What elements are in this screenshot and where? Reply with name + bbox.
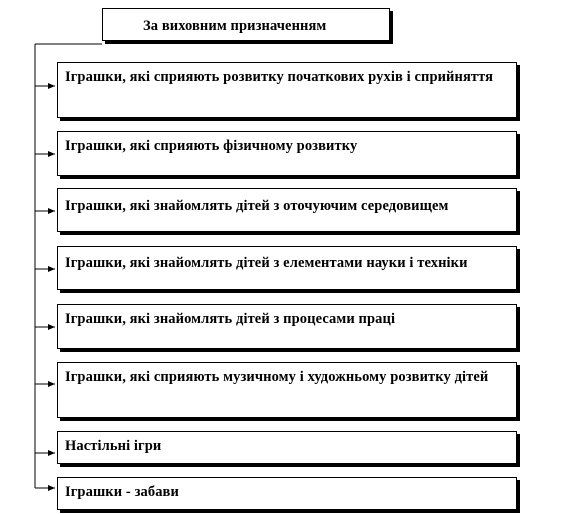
category-label-7: Настільні ігри bbox=[65, 438, 162, 454]
header-box bbox=[102, 8, 390, 41]
category-box-5 bbox=[57, 304, 517, 349]
category-label-8: Іграшки - забави bbox=[65, 484, 179, 500]
category-label-6: Іграшки, які сприяють музичному і художньому розвитку дітей bbox=[65, 369, 489, 385]
category-label-2: Іграшки, які сприяють фізичному розвитку bbox=[65, 138, 358, 154]
category-box-1 bbox=[57, 62, 517, 118]
category-label-5: Іграшки, які знайомлять дітей з процесами праці bbox=[65, 311, 396, 327]
category-box-4 bbox=[57, 246, 517, 290]
category-label-4: Іграшки, які знайомлять дітей з елементами науки і техніки bbox=[65, 255, 468, 271]
category-box-2 bbox=[57, 131, 517, 176]
category-label-3: Іграшки, які знайомлять дітей з оточуючим середовищем bbox=[65, 198, 449, 214]
header-label: За виховним призначенням bbox=[143, 18, 327, 34]
category-label-1: Іграшки, які сприяють розвитку початкових рухів і сприйняття bbox=[65, 69, 494, 85]
category-box-8 bbox=[57, 477, 517, 510]
category-box-7 bbox=[57, 431, 517, 464]
category-box-6 bbox=[57, 362, 517, 418]
category-box-3 bbox=[57, 188, 517, 232]
